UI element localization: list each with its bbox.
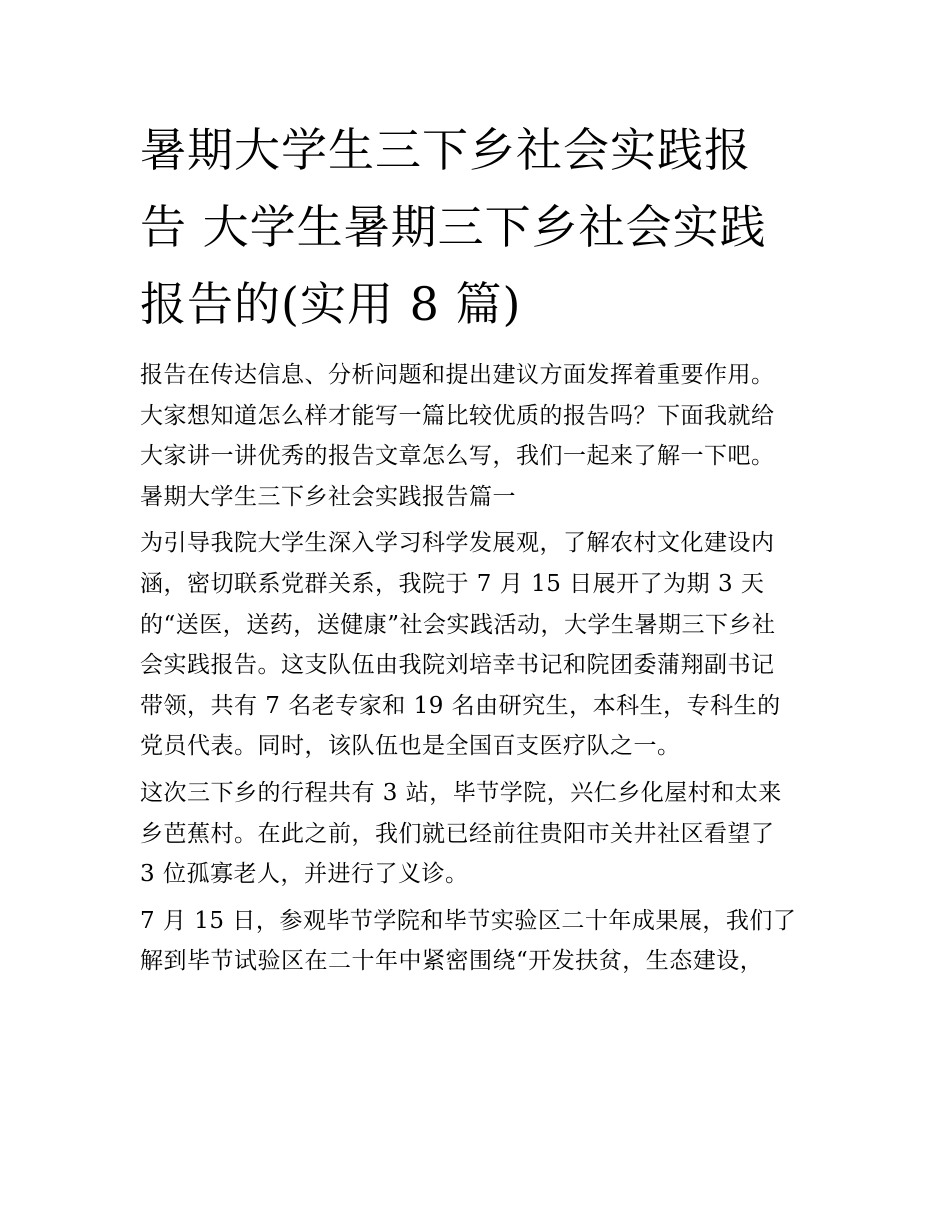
- paragraph-body-2: [140, 773, 820, 895]
- text-line: 涵，密切联系党群关系，我院于 7 月 15 日展开了为期 3 天: [140, 570, 765, 597]
- text-line: 的“送医，送药，送健康”社会实践活动，大学生暑期三下乡社: [140, 611, 776, 638]
- text-line: 7 月 15 日，参观毕节学院和毕节实验区二十年成果展，我们了: [140, 907, 797, 934]
- text-line: 为引导我院大学生深入学习科学发展观，了解农村文化建设内: [140, 530, 775, 557]
- text-line: 3 位孤寡老人，并进行了义诊。: [140, 861, 469, 888]
- paragraph-body-1: [140, 523, 820, 767]
- paragraph-body-3: [140, 901, 820, 982]
- paragraph-intro: [140, 355, 820, 477]
- text-line: 会实践报告。这支队伍由我院刘培幸书记和院团委蒲翔副书记: [140, 652, 775, 679]
- text-line: 解到毕节试验区在二十年中紧密围绕“开发扶贫，生态建设，: [140, 948, 764, 975]
- title-line: 告 大学生暑期三下乡社会实践: [140, 200, 767, 254]
- text-line: 大家讲一讲优秀的报告文章怎么写，我们一起来了解一下吧。: [140, 443, 775, 470]
- text-line: 乡芭蕉村。在此之前，我们就已经前往贵阳市关井社区看望了: [140, 820, 775, 847]
- text-line: 大家想知道怎么样才能写一篇比较优质的报告吗？下面我就给: [140, 402, 775, 429]
- text-line: 报告在传达信息、分析问题和提出建议方面发挥着重要作用。: [140, 362, 775, 388]
- title-line: 暑期大学生三下乡社会实践报: [140, 123, 751, 177]
- document-page: [140, 112, 820, 982]
- text-line: 暑期大学生三下乡社会实践报告篇一: [140, 483, 516, 510]
- text-line: 党员代表。同时，该队伍也是全国百支医疗队之一。: [140, 733, 681, 760]
- text-line: 带领，共有 7 名老专家和 19 名由研究生，本科生，专科生的: [140, 692, 781, 719]
- section-heading: [140, 477, 820, 518]
- document-title: [140, 112, 820, 343]
- text-line: 这次三下乡的行程共有 3 站，毕节学院，兴仁乡化屋村和太来: [140, 779, 782, 806]
- title-line: 报告的(实用 8 篇): [140, 277, 522, 331]
